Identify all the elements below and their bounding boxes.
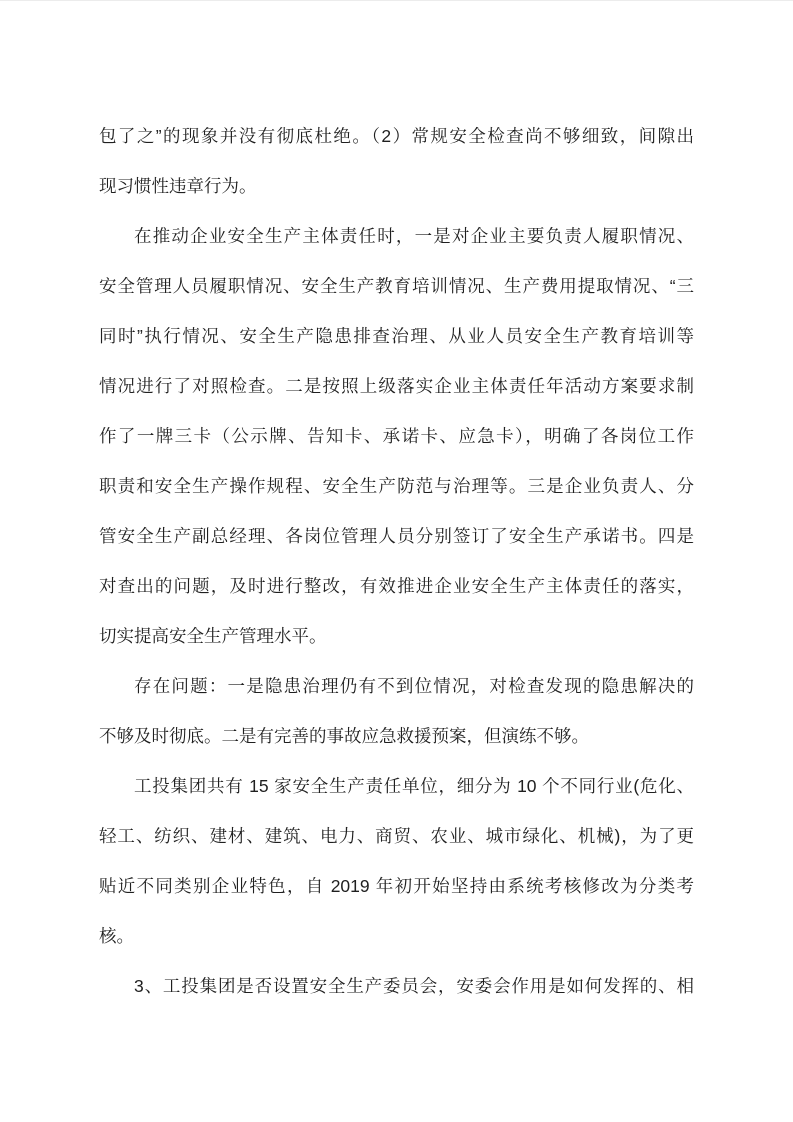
paragraph xyxy=(99,961,694,1011)
text-line: 3、工投集团是否设置安全生产委员会，安委会作用是如何发挥的、相 xyxy=(134,976,694,996)
text-line: 切实提高安全生产管理水平。 xyxy=(99,626,327,646)
text-line: 作了一牌三卡（公示牌、告知卡、承诺卡、应急卡），明确了各岗位工作 xyxy=(99,426,694,446)
paragraph xyxy=(99,761,694,961)
text-line: 对查出的问题，及时进行整改，有效推进企业安全生产主体责任的落实， xyxy=(99,576,694,596)
text-line: 安全管理人员履职情况、安全生产教育培训情况、生产费用提取情况、“三 xyxy=(99,276,694,296)
paragraph xyxy=(99,211,694,661)
text-line: 情况进行了对照检查。二是按照上级落实企业主体责任年活动方案要求制 xyxy=(99,376,694,396)
text-line: 包了之”的现象并没有彻底杜绝。（2）常规安全检查尚不够细致，间隙出 xyxy=(99,126,694,146)
paragraph xyxy=(99,661,694,761)
text-line: 轻工、纺织、建材、建筑、电力、商贸、农业、城市绿化、机械)，为了更 xyxy=(99,826,694,846)
text-line: 现习惯性违章行为。 xyxy=(99,176,257,196)
text-line: 存在问题：一是隐患治理仍有不到位情况，对检查发现的隐患解决的 xyxy=(134,676,694,696)
text-line: 贴近不同类别企业特色，自 2019 年初开始坚持由系统考核修改为分类考 xyxy=(99,876,694,896)
text-line: 工投集团共有 15 家安全生产责任单位，细分为 10 个不同行业(危化、 xyxy=(134,776,694,796)
paragraph xyxy=(99,111,694,211)
text-line: 不够及时彻底。二是有完善的事故应急救援预案，但演练不够。 xyxy=(99,726,589,746)
text-line: 同时”执行情况、安全生产隐患排查治理、从业人员安全生产教育培训等 xyxy=(99,326,694,346)
text-line: 职责和安全生产操作规程、安全生产防范与治理等。三是企业负责人、分 xyxy=(99,476,694,496)
text-line: 在推动企业安全生产主体责任时，一是对企业主要负责人履职情况、 xyxy=(134,226,694,246)
text-line: 管安全生产副总经理、各岗位管理人员分别签订了安全生产承诺书。四是 xyxy=(99,526,694,546)
text-line: 核。 xyxy=(99,926,134,946)
